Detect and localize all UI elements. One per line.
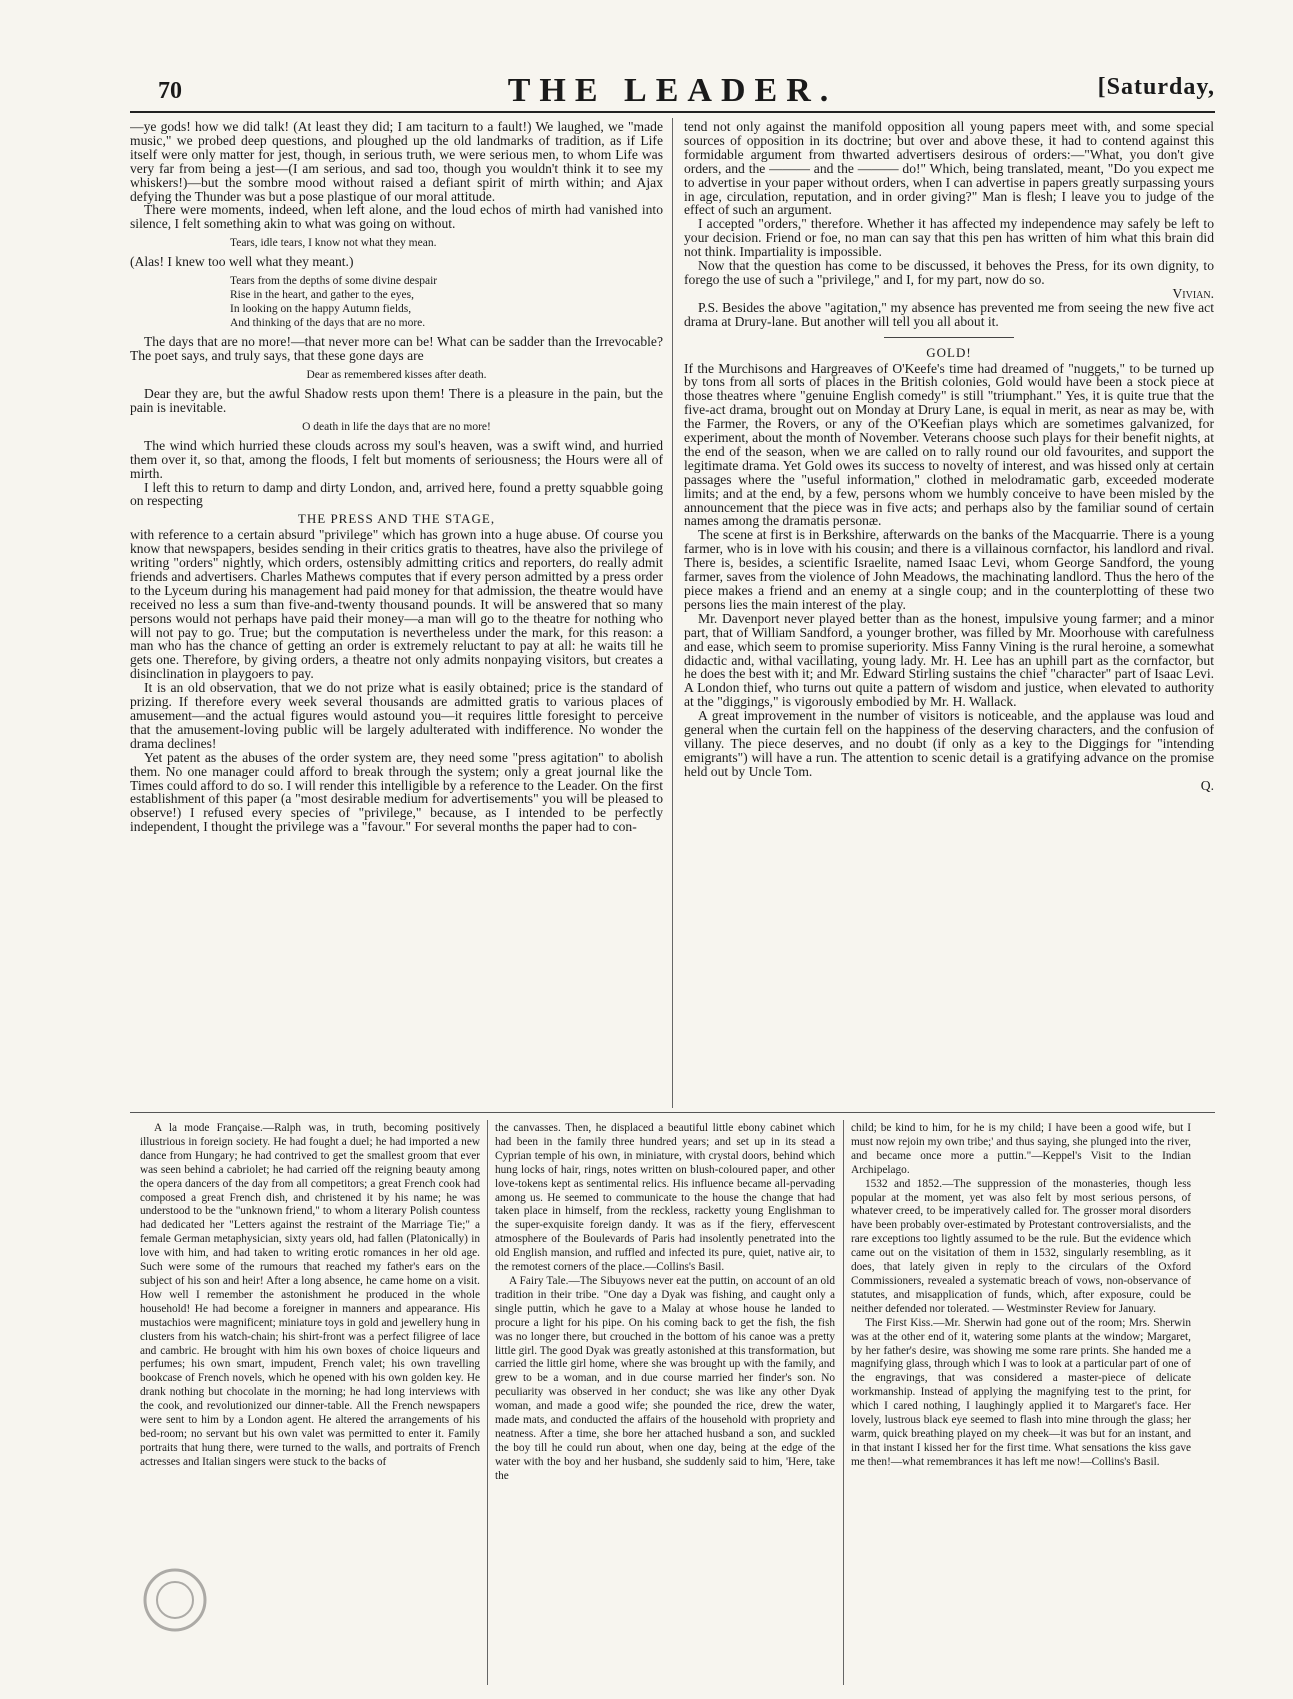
paragraph: (Alas! I knew too well what they meant.) [130,254,354,270]
page-header [130,72,1215,110]
column-divider [672,118,673,1108]
section-rule [130,1112,1215,1113]
upper-left-column [130,120,663,1105]
paragraph: child; be kind to him, for he is my child; I have been a good wife, but I must now rejoin my own tribe;' and thus saying, she plunged into the river, and became once more a puttin."—Keppel's Visit to the Indian Archipelago. [851,1122,1191,1176]
paragraph: Mr. Davenport never played better than as the honest, impulsive young farmer; and a minor part, that of William Sandford, a younger brother, was filled by Mr. Moorhouse with carefulness and ease, which seem to promise superiority. Miss Fanny Vining is the rural heroine, a somewhat didactic and, withal vacillating, young lady. Mr. H. Lee has an uphill part as the cornfactor, but he does the best with it; and Mr. Edward Stirling sustains the chief "character" part of Isaac Levi. A London thief, who turns out quite a pattern of wisdom and justice, when elevated to authority at the "diggings," is vigorously embodied by Mr. H. Wallack. [684,610,1214,710]
paragraph: The scene at first is in Berkshire, afterwards on the banks of the Macquarrie. There is a young farmer, who is in love with his cousin; and there is a villainous cornfactor, his landlord and rival. There is, besides, a scientific Israelite, named Isaac Levi, whom George Sandford, the young farmer, saves from the violence of John Meadows, the machinating landlord. Thus the hero of the piece makes a friend and an enemy at a single coup; and in the counterplotting of these two persons lies the main interest of the play. [684,527,1214,612]
page-number: 70 [158,78,182,104]
paragraph: the canvasses. Then, he displaced a beautiful little ebony cabinet which had been in the family three hundred years; and set up in its stead a Cyprian temple of his own, in miniature, with crystal doors, behind which hung locks of hair, rings, notes written on blush-coloured paper, and other love-tokens kept as sentimental relics. His influence became all-pervading among us. He seemed to communicate to the house the change that had taken place in himself, from the reckless, racketty young Englishman to the super-exquisite foreign dandy. It was as if the fiery, effervescent atmosphere of the Boulevards of Paris had insolently penetrated into the old English mansion, and ruffled and infected its pure, quiet, native air, to the remotest corners of the place.—Collins's Basil. [495,1122,835,1274]
verse-line: Tears, idle tears, I know not what they mean. [230,237,437,250]
paragraph: A la mode Française.—Ralph was, in truth, becoming positively illustrious in foreign society. He had fought a duel; he had imported a new dance from Hungary; he had contrived to get the smallest groom that ever was seen behind a cabriolet; he had carried off the reigning beauty among the opera dancers of the day from all competitors; a great French cook had composed a great French dish, and christened it by his name; he was understood to be the "unknown friend," to whom a literary Polish countess had dedicated her "Letters against the restraint of the Marriage Tie;" a female German metaphysician, sixty years old, had fallen (Platonically) in love with him, and had taken to writing erotic romances in her old age. Such were some of the rumours that reached my father's ears on the subject of his son and heir! After a long absence, he came home on a visit. How well I remember the astonishment he produced in the whole household! He had become a foreigner in manners and appearance. His mustachios were magnificent; miniature toys in gold and jewellery hung in clusters from his watch-chain; his shirt-front was a perfect filigree of lace and cambric. He brought with him his own boxes of choice liqueurs and perfumes; his own smart, impudent, French valet; his own travelling bookcase of French novels, which he opened with his own golden key. He drank nothing but chocolate in the morning; he had long interviews with the cook, and revolutionized our dinner-table. All the French newspapers were sent to him by a London agent. He altered the arrangements of his bed-room; no servant but his own valet was permitted to enter it. Family portraits that hung there, were turned to the walls, and portraits of French actresses and Italian singers were stuck to the backs of [140,1122,480,1468]
lower-middle-column [495,1122,835,1682]
verse-stanza [230,274,663,330]
verse-line: Tears from the depths of some divine despair [230,275,438,288]
header-rule [130,111,1215,113]
masthead-title: THE LEADER. [507,72,838,109]
signature: Q. [1200,777,1214,793]
section-separator [884,337,1014,338]
paragraph: If the Murchisons and Hargreaves of O'Keefe's time had dreamed of "nuggets," to be turned up by tons from all sorts of places in the British colonies, Gold would have been a stock piece at those theatres where "genuine English comedy" is still "triumphant." Yes, it is quite true that the five-act drama, brought out on Monday at Drury Lane, is equal in merit, as near as may be, with the Farmer, the Rovers, or any of the O'Keefian plays which are sometimes galvanized, for experiment, about the month of November. Veterans choose such plays for their benefit nights, at the end of the season, when we are called on to rally round our old favourites, and support the legitimate drama. Yet Gold owes its success to novelty of interest, and was hissed only at certain passages where the "useful information," clothed in melodramatic garb, exceeded moderate limits; and at the end, by a few, persons whom we humbly conceive to have been misled by the announcement that the piece was in five acts; and perhaps also by the familiar sound of certain names among the dramatis personæ. [684,360,1214,529]
verse-line: Rise in the heart, and gather to the eyes, [230,289,414,302]
paragraph: —ye gods! how we did talk! (At least they did; I am taciturn to a fault!) We laughed, we "made music," we probed deep questions, and ploughed up the old landmarks of tradition, as if Life itself were only matter for jest, though, in serious truth, we were serious men, to whom Life was very far from being a jest—(I am serious, and sad too, though you wouldn't think it to see my whiskers!)—but the sombre mood without raised a defiant spirit of mirth within; and Ajax defying the Thunder was but a pose plastique of our moral attitude. [130,120,663,204]
paragraph: Now that the question has come to be discussed, it behoves the Press, for its own dignity, to forego the use of such a "privilege," and I, for my part, now do so. [684,258,1214,287]
lower-right-column [851,1122,1191,1682]
column-divider [487,1120,488,1685]
verse-line: And thinking of the days that are no more. [230,317,426,330]
paragraph: with reference to a certain absurd "privilege" which has grown into a huge abuse. Of course you know that newspapers, besides sending in their critics gratis to theatres, have also the privilege of writing "orders" nightly, which orders, ostensibly admitting critics and reporters, do really admit friends and advertisers. Charles Mathews computes that if every person admitted by a press order to the Lyceum during his management had paid money for that admission, the theatre would have received no less a sum than five-and-twenty thousand pounds. It will be answered that so many persons would not perhaps have paid their money—a man will go to the theatre for nothing who will not pay to go. True; but the computation is nevertheless under the mark, for this reason: a man who has the chance of getting an order is extremely reluctant to pay at all: he waits till he gets one. Therefore, by giving orders, a theatre not only admits nonpaying visitors, but creates a disinclination in playgoers to pay. [130,527,663,682]
verse-line: In looking on the happy Autumn fields, [230,303,412,316]
signature: Vivian. [1172,285,1214,301]
issue-day: [Saturday, [1097,74,1215,100]
paragraph: A Fairy Tale.—The Sibuyows never eat the puttin, on account of an old tradition in their tribe. "One day a Dyak was fishing, and caught only a single puttin, which he gave to a Malay at whose house he landed to procure a light for his pipe. On his coming back to get the fish, the fish was no longer there, but crouched in the bottom of his canoe was a pretty little girl. The good Dyak was greatly astonished at this transformation, but carried the little girl home, where she was brought up with the family, and grew to be a woman, and in due course married her finder's son. No peculiarity was observed in her conduct; she was like any other Dyak woman, and made a good wife; she pounded the rice, drew the water, made mats, and conducted the affairs of the household with propriety and neatness. After a time, she bore her attached husband a son, and suckled the boy till he could run about, when one day, being at the edge of the water with the boy and her husband, she suddenly said to him, 'Here, take the [495,1274,835,1482]
paragraph: P.S. Besides the above "agitation," my absence has prevented me from seeing the new five act drama at Drury-lane. But another will tell you all about it. [684,299,1214,329]
section-heading: THE PRESS AND THE STAGE, [297,511,496,527]
paragraph: I accepted "orders," therefore. Whether it has affected my independence may safely be left to your decision. Friend or foe, no man can say that this pen has written of him what this brain did not think. Impartiality is impossible. [684,216,1214,260]
paragraph: I left this to return to damp and dirty London, and, arrived here, found a pretty squabble going on respecting [130,479,663,509]
paragraph: Yet patent as the abuses of the order system are, they need some "press agitation" to abolish them. No one manager could afford to break through the system; only a great journal like the Times could afford to do so. I will render this intelligible by a reference to the Leader. On the first establishment of this paper (a "most desirable medium for advertisements" you will be pleased to observe!) I refused every species of "privilege," because, as I intended to be perfectly independent, I thought the privilege was a "favour." For several months the paper had to con- [130,749,663,835]
library-stamp-mark [140,1550,210,1650]
paragraph: The wind which hurried these clouds across my soul's heaven, was a swift wind, and hurried them over it, so that, among the floods, I felt but moments of seriousness; the Hours were all of mirth. [130,437,663,481]
paragraph: tend not only against the manifold opposition all young papers meet with, and some special sources of opposition in its doctrine; but over and above these, it had to contend against this formidable argument from thwarted advertisers desirous of orders:—"What, you don't give orders, and the ——— and the ——— do!" Which, being translated, meant, "Do you expect me to advertise in your paper without orders, when I can advertise in papers greatly surpassing yours in age, circulation, reputation, and in order giving?" Man is flesh; I leave you to judge of the effect of such an argument. [684,120,1214,218]
paragraph: A great improvement in the number of visitors is noticeable, and the applause was loud and general when the curtain fell on the happiness of the deserving characters, and the confusion of villany. The piece deserves, and no doubt (if only as a key to the Diggings for "intending emigrants") will have a run. The attention to scenic detail is a gratifying advance on the promise held out by Uncle Tom. [684,708,1214,779]
paragraph: 1532 and 1852.—The suppression of the monasteries, though less popular at the moment, yet was also felt by most serious persons, of whatever creed, to be imperatively called for. The grosser moral disorders have been probably over-estimated by Protestant controversialists, and the rare exceptions too lightly assumed to be the rule. But the evidence which came out on the visitation of them in 1532, singularly resembling, as it does, that lately given in reply to the circulars of the Oxford Commissioners, revealed a systematic breach of vows, non-observance of statutes, and misapplication of funds, which, after exposure, could be neither defended nor tolerated. — Westminster Review for January. [851,1177,1191,1315]
paragraph: It is an old observation, that we do not prize what is easily obtained; price is the standard of prizing. If therefore every week several thousands are admitted gratis to various places of amusement—and the actual figures would astound you—it requires little foresight to perceive that the amusement-loving public will be largely adulterated with indifference. No wonder the drama declines! [130,680,663,751]
paragraph: There were moments, indeed, when left alone, and the loud echos of mirth had vanished into silence, I felt something akin to what was going on without. [130,202,663,232]
upper-right-column [684,120,1214,1105]
verse-line: Dear as remembered kisses after death. [306,368,487,381]
section-heading: GOLD! [926,344,972,360]
paragraph: Dear they are, but the awful Shadow rests upon them! There is a pleasure in the pain, but the pain is inevitable. [130,385,663,415]
verse-line: O death in life the days that are no more! [302,420,491,433]
paragraph: The days that are no more!—that never more can be! What can be sadder than the Irrevocable? The poet says, and truly says, that these gone days are [130,334,663,364]
column-divider [843,1120,844,1685]
paragraph: The First Kiss.—Mr. Sherwin had gone out of the room; Mrs. Sherwin was at the other end of it, watering some plants at the window; Margaret, by her father's desire, was showing me some rare prints. She handed me a magnifying glass, through which I was to look at a particular part of one of the engravings, that was considered a master-piece of delicate workmanship. Instead of applying the magnifying test to the print, for which I cared nothing, I laughingly applied it to Margaret's face. Her lovely, lustrous black eye seemed to flash into mine through the glass; her warm, quick breathing played on my cheek—it was but for an instant, and in that instant I kissed her for the first time. What sensations the kiss gave me then!—what remembrances it has left me now!—Collins's Basil. [851,1316,1191,1468]
